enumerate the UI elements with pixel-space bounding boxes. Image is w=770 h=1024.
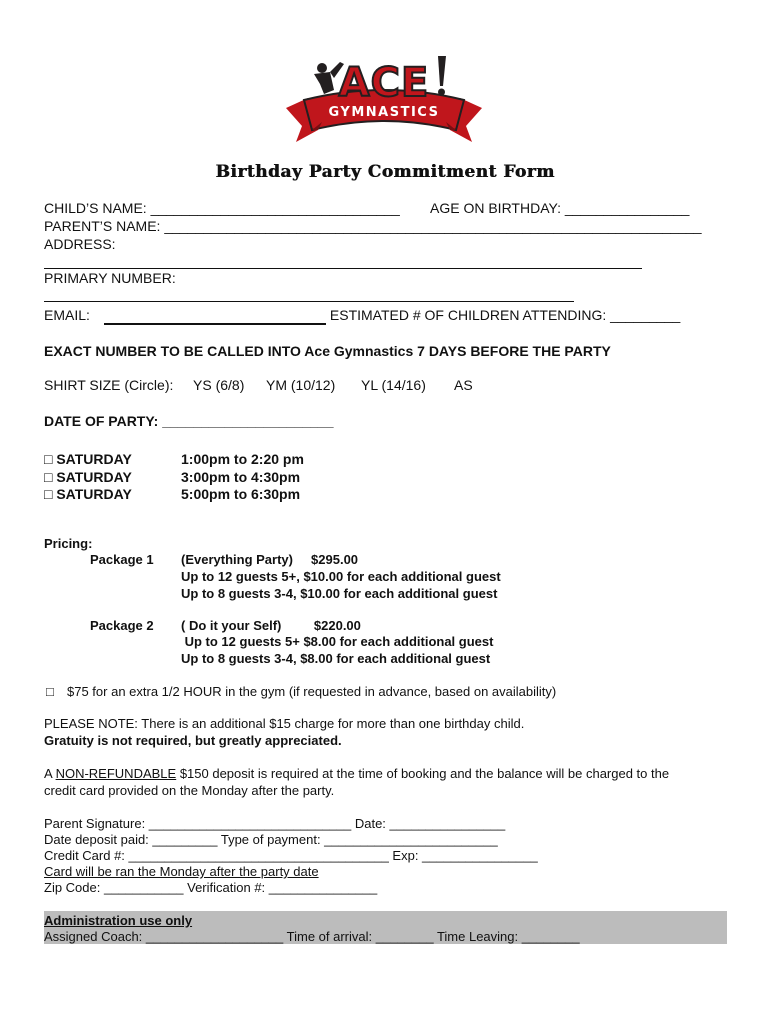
package-2-title: ( Do it your Self) $220.00 — [181, 618, 361, 633]
logo-brand-text: ACE — [338, 60, 430, 106]
shirt-option-yl[interactable]: YL (14/16) — [361, 377, 426, 393]
card-charge-note: Card will be ran the Monday after the party date — [44, 864, 319, 879]
extra-hour-checkbox[interactable]: □ — [46, 684, 54, 699]
slot-1-day[interactable]: □ SATURDAY — [44, 451, 132, 467]
admin-heading: Administration use only — [44, 913, 193, 928]
logo-sub-text: GYMNASTICS — [328, 105, 440, 120]
form-title: Birthday Party Commitment Form — [215, 162, 555, 182]
parent-signature-field[interactable]: Parent Signature: ____________________________ Date: ________________ — [44, 816, 506, 831]
shirt-option-as[interactable]: AS — [454, 377, 473, 393]
non-refundable-text: NON-REFUNDABLE — [55, 766, 177, 781]
deposit-line-2: credit card provided on the Monday after the party. — [44, 783, 335, 798]
package-1-line-2: Up to 8 guests 3-4, $10.00 for each additional guest — [181, 586, 498, 601]
package-1-line-1: Up to 12 guests 5+, $10.00 for each additional guest — [181, 569, 501, 584]
address-line[interactable] — [44, 268, 642, 269]
primary-number-label: PRIMARY NUMBER: — [44, 270, 176, 286]
package-1-name: Package 1 — [90, 552, 154, 567]
shirt-option-ym[interactable]: YM (10/12) — [266, 377, 336, 393]
gratuity-note: Gratuity is not required, but greatly appreciated. — [44, 733, 342, 748]
pricing-label: Pricing: — [44, 536, 93, 551]
deposit-line-1: A NON-REFUNDABLE $150 deposit is required at the time of booking and the balance will be charged to the — [44, 766, 670, 781]
primary-number-line[interactable] — [44, 301, 574, 302]
slot-2-time: 3:00pm to 4:30pm — [181, 469, 301, 485]
admin-line[interactable]: Assigned Coach: ___________________ Time of arrival: ________ Time Leaving: ________ — [44, 929, 580, 944]
slot-1-time: 1:00pm to 2:20 pm — [181, 451, 304, 467]
estimated-children-field[interactable]: ESTIMATED # OF CHILDREN ATTENDING: _________ — [326, 307, 681, 323]
slot-2-day[interactable]: □ SATURDAY — [44, 469, 132, 485]
slot-3-day[interactable]: □ SATURDAY — [44, 486, 132, 502]
date-of-party-field[interactable]: DATE OF PARTY: ______________________ — [44, 413, 334, 429]
package-2-line-1: Up to 12 guests 5+ $8.00 for each additional guest — [181, 634, 494, 649]
ace-gymnastics-logo — [278, 50, 490, 150]
additional-charge-note: PLEASE NOTE: There is an additional $15 charge for more than one birthday child. — [44, 716, 525, 731]
child-name-field[interactable]: CHILD’S NAME: ________________________________ — [44, 200, 400, 216]
shirt-option-ys[interactable]: YS (6/8) — [193, 377, 245, 393]
slot-3-time: 5:00pm to 6:30pm — [181, 486, 301, 502]
email-line[interactable] — [104, 323, 326, 325]
exact-number-note: EXACT NUMBER TO BE CALLED INTO Ace Gymnastics 7 DAYS BEFORE THE PARTY — [44, 343, 611, 359]
address-label: ADDRESS: — [44, 236, 116, 252]
package-2-line-2: Up to 8 guests 3-4, $8.00 for each additional guest — [181, 651, 491, 666]
parent-name-field[interactable]: PARENT’S NAME: _____________________________________________________________________ — [44, 218, 702, 234]
credit-card-field[interactable]: Credit Card #: ____________________________________ Exp: ________________ — [44, 848, 538, 863]
package-2-name: Package 2 — [90, 618, 154, 633]
package-1-title: (Everything Party) $295.00 — [181, 552, 359, 567]
zip-verification-field[interactable]: Zip Code: ___________ Verification #: _______________ — [44, 880, 378, 895]
shirt-size-label: SHIRT SIZE (Circle): — [44, 377, 174, 393]
deposit-paid-field[interactable]: Date deposit paid: _________ Type of payment: ________________________ — [44, 832, 498, 847]
age-field[interactable]: AGE ON BIRTHDAY: ________________ — [430, 200, 690, 216]
extra-hour-text: $75 for an extra 1/2 HOUR in the gym (if requested in advance, based on availability) — [67, 684, 557, 699]
email-label: EMAIL: — [44, 307, 94, 323]
